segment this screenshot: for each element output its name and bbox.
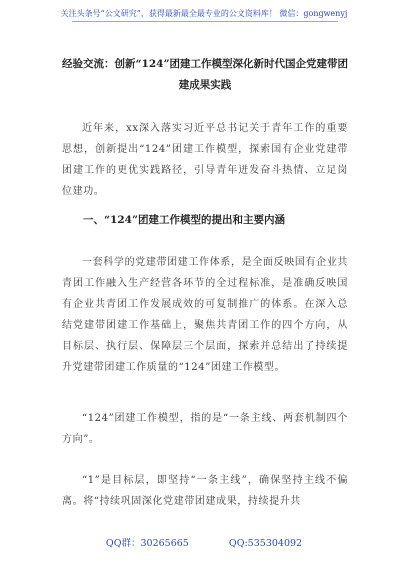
intro-paragraph: 近年来，xx深入落实习近平总书记关于青年工作的重要思想，创新提出“124”团建工作模型，探索国有企业党建带团建工作的更优实践路径，引导青年迸发奋斗热情、立足岗位建功。 [62, 123, 348, 197]
section-1-paragraph-1: 一套科学的党建带团建工作体系，是全面反映国有企业共青团工作融入生产经营各环节的全过程标准，是准确反映国有企业共青团工作发展成效的可复制推广的体系。在深入总结党建带团建工作基础上，聚焦共青团工作的四个方向，从目标层、执行层、保障层三个层面，探索并总结出了持续提升党建带团建工作质量的“124”团建工作模型。 [62, 257, 348, 373]
document-title: 经验交流：创新“124”团建工作模型深化新时代国企党建带团建成果实践 [62, 58, 348, 91]
section-1-paragraph-3: “1”是目标层，即坚持“一条主线”，确保坚持主线不偏离。将“持续巩固深化党建带团建成果，持续提升共 [62, 475, 348, 507]
section-1-paragraph-2: “124”团建工作模型，指的是“一条主线、两套机制四个方向”。 [62, 413, 348, 445]
footer-qq-group: QQ群：30265665 [105, 538, 189, 549]
section-heading-1: 一、“124”团建工作模型的提出和主要内涵 [83, 214, 285, 226]
header-banner: 关注头条号“公文研究”，获得最新最全最专业的公文资料库！ 微信：gongwenyj [60, 9, 348, 18]
footer-qq: QQ:535304092 [228, 538, 303, 549]
footer-contact [0, 535, 408, 549]
header-divider [72, 21, 338, 22]
